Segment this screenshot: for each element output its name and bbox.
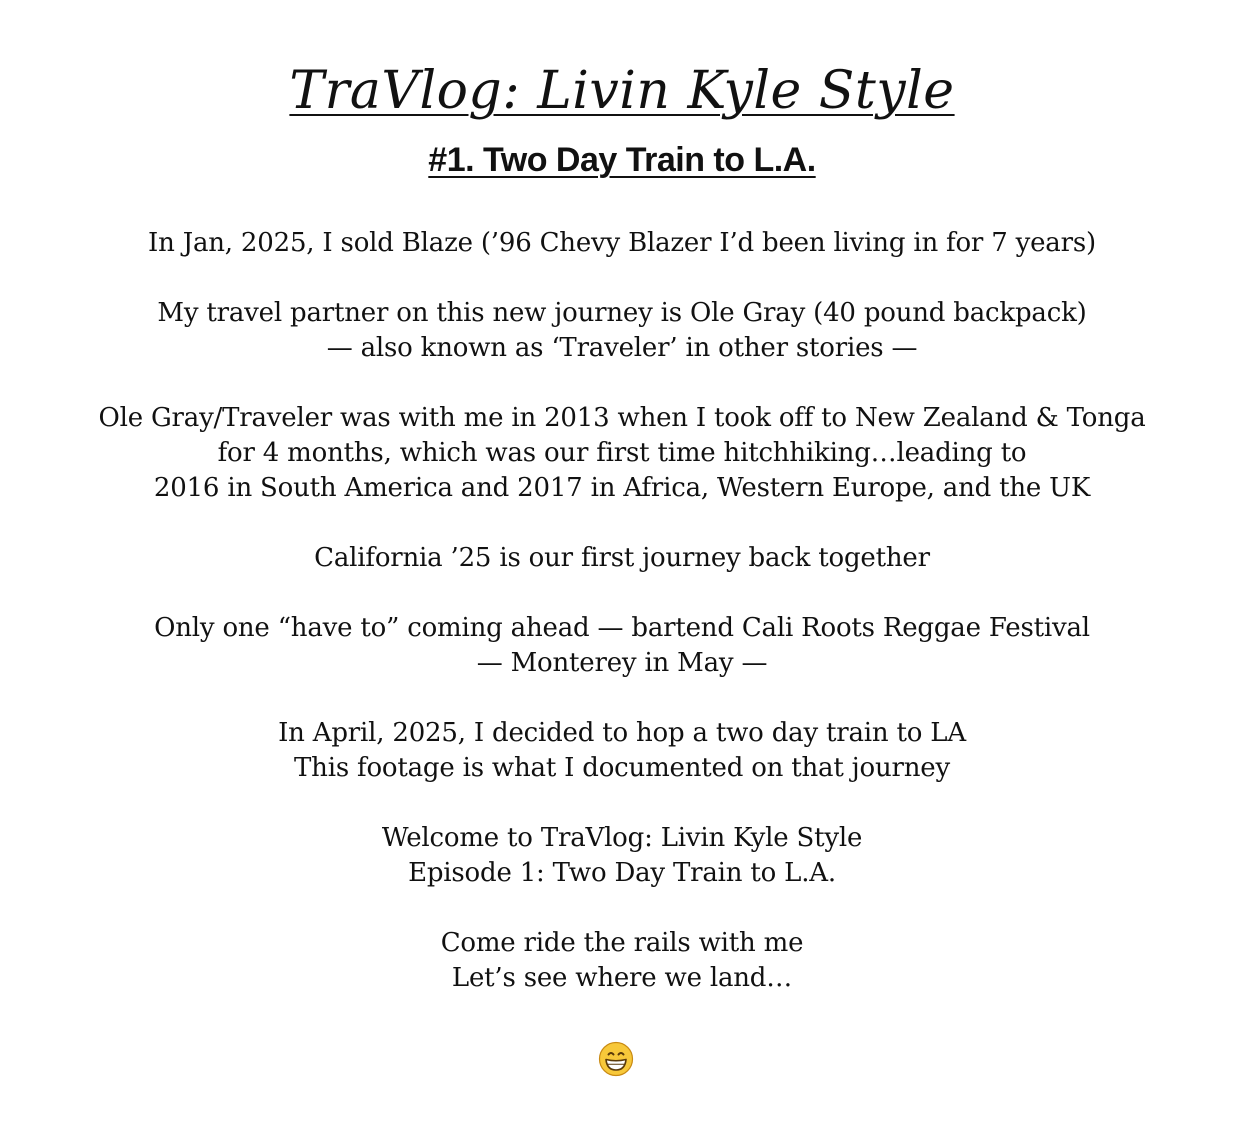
text-line: 2016 in South America and 2017 in Africa, Western Europe, and the UK: [153, 473, 1091, 503]
text-line: Welcome to TraVlog: Livin Kyle Style: [381, 823, 863, 853]
text-line: Come ride the rails with me: [440, 928, 804, 958]
text-line: for 4 months, which was our first time hitchhiking…leading to: [217, 438, 1027, 468]
text-line: — Monterey in May —: [476, 648, 768, 678]
page-title: TraVlog: Livin Kyle Style: [289, 61, 955, 121]
text-line: — also known as ‘Traveler’ in other stories —: [326, 333, 918, 363]
paragraph-have-to: [0, 611, 1244, 681]
paragraph-ride: [0, 926, 1244, 996]
text-line: California ’25 is our first journey back together: [314, 543, 930, 573]
text-line: This footage is what I documented on that journey: [294, 753, 950, 783]
paragraph-travel-partner: [0, 296, 1244, 366]
text-line: Ole Gray/Traveler was with me in 2013 when I took off to New Zealand & Tonga: [98, 403, 1146, 433]
text-line: Only one “have to” coming ahead — bartend Cali Roots Reggae Festival: [154, 613, 1090, 643]
text-line: My travel partner on this new journey is Ole Gray (40 pound backpack): [157, 298, 1087, 328]
paragraph-sold-blaze: [0, 226, 1244, 261]
grinning-face-icon: [598, 1041, 634, 1077]
text-line: Let’s see where we land…: [451, 963, 793, 993]
text-line: In Jan, 2025, I sold Blaze (’96 Chevy Blazer I’d been living in for 7 years): [148, 228, 1096, 258]
paragraph-california: [0, 541, 1244, 576]
episode-subtitle: #1. Two Day Train to L.A.: [428, 141, 816, 179]
paragraph-train: [0, 716, 1244, 786]
text-line: Episode 1: Two Day Train to L.A.: [408, 858, 836, 888]
paragraph-welcome: [0, 821, 1244, 891]
paragraph-history: [0, 401, 1244, 506]
text-line: In April, 2025, I decided to hop a two day train to LA: [278, 718, 966, 748]
